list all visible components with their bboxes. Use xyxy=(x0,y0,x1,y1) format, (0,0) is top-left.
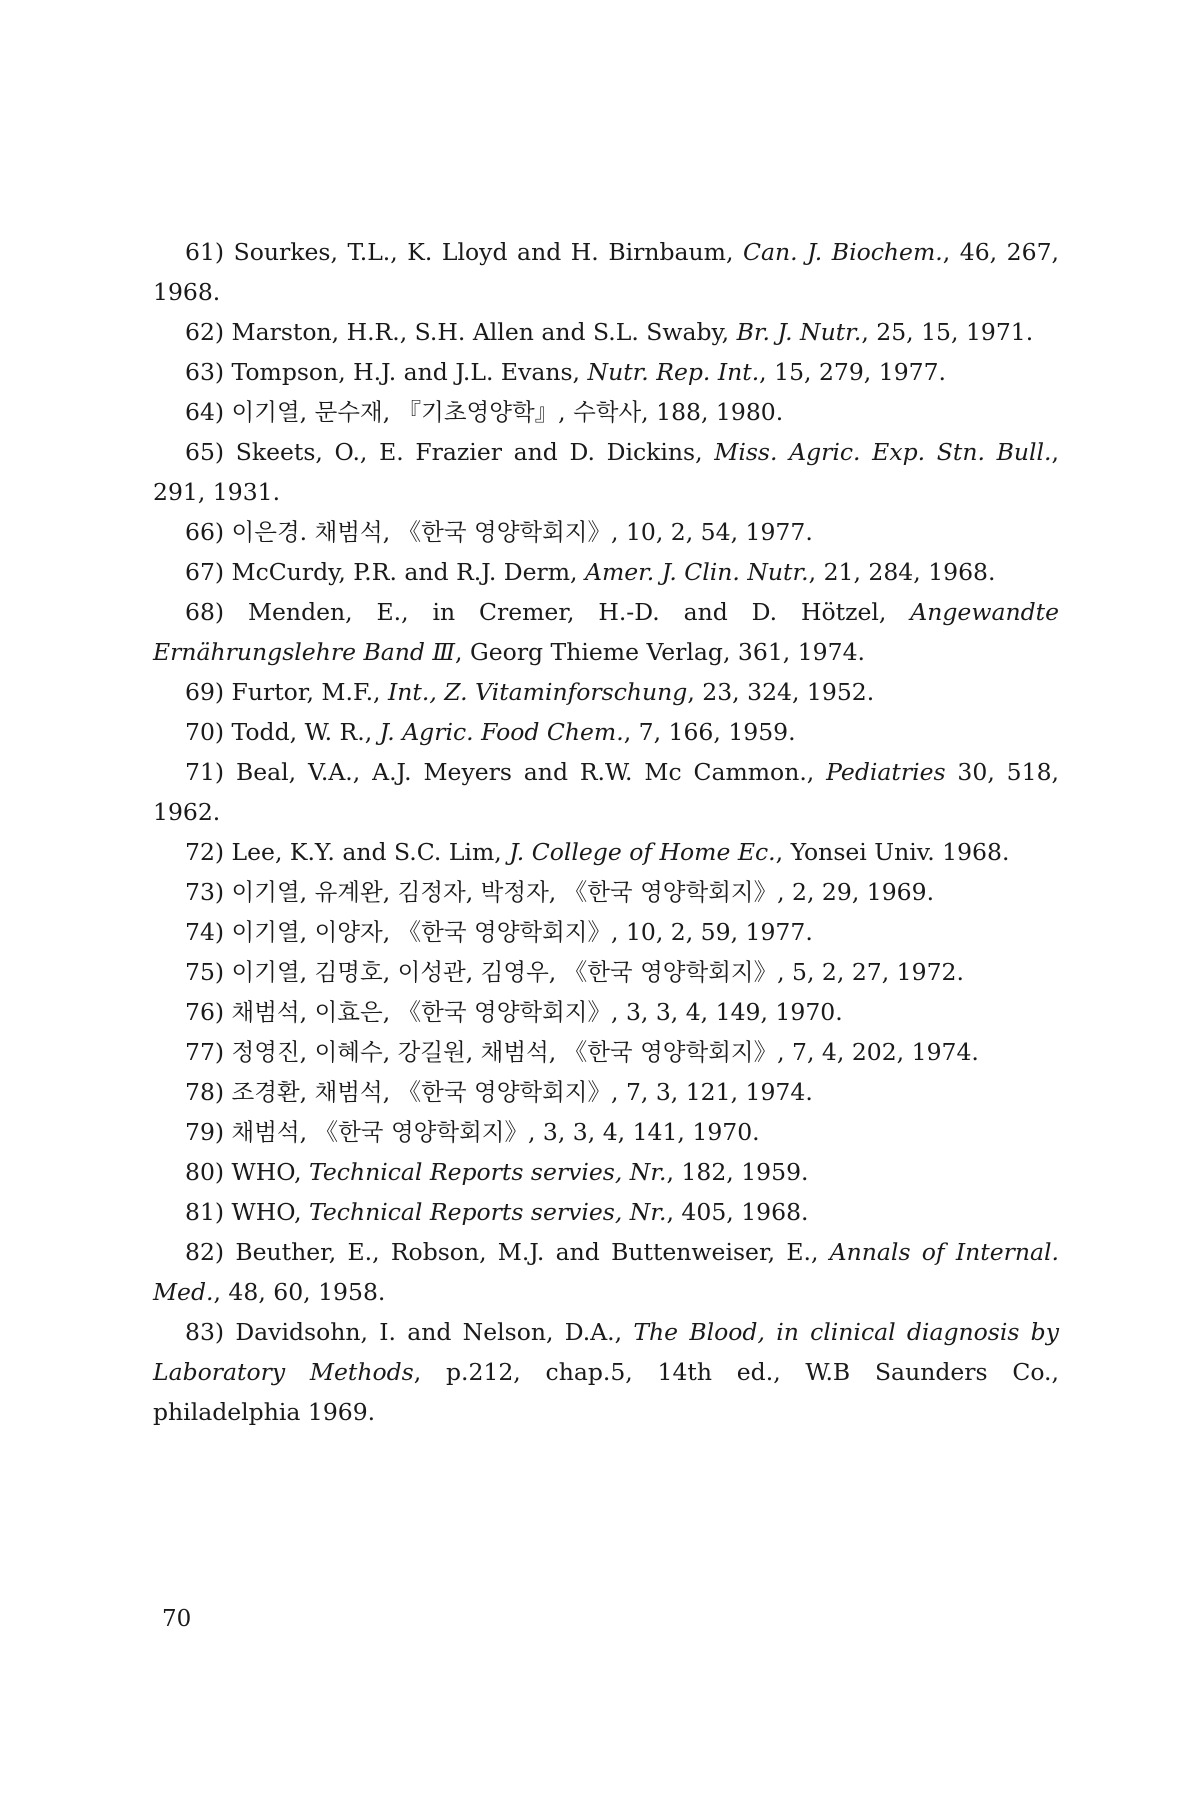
reference-details: , 23, 324, 1952. xyxy=(687,678,875,706)
reference-text: 조경환, 채범석, 《한국 영양학회지》, 7, 3, 121, 1974. xyxy=(224,1078,813,1106)
reference-details: 30, 518, 1962. xyxy=(153,758,1059,826)
reference-text: Tompson, H.J. and J.L. Evans, xyxy=(224,358,588,386)
reference-item xyxy=(153,992,1059,1032)
reference-number: 69) xyxy=(185,678,225,706)
reference-journal: Miss. Agric. Exp. Stn. Bull. xyxy=(714,438,1052,466)
reference-item xyxy=(153,1112,1059,1152)
reference-item xyxy=(153,752,1059,832)
reference-details: , 15, 279, 1977. xyxy=(759,358,947,386)
reference-item xyxy=(153,952,1059,992)
reference-number: 62) xyxy=(185,318,225,346)
reference-item xyxy=(153,512,1059,552)
reference-details: , 21, 284, 1968. xyxy=(808,558,996,586)
reference-text: 채범석, 이효은, 《한국 영양학회지》, 3, 3, 4, 149, 1970. xyxy=(224,998,843,1026)
reference-journal: Br. J. Nutr. xyxy=(736,318,862,346)
reference-item xyxy=(153,1192,1059,1232)
reference-journal: Amer. J. Clin. Nutr. xyxy=(584,558,809,586)
reference-number: 83) xyxy=(185,1318,225,1346)
reference-number: 79) xyxy=(185,1118,225,1146)
reference-journal: Angewandte Ernährungslehre Band Ⅲ xyxy=(153,598,1059,666)
reference-number: 71) xyxy=(185,758,225,786)
reference-text: 이기열, 이양자, 《한국 영양학회지》, 10, 2, 59, 1977. xyxy=(224,918,813,946)
reference-text: 이기열, 유계완, 김정자, 박정자, 《한국 영양학회지》, 2, 29, 1969. xyxy=(224,878,935,906)
reference-details: , Yonsei Univ. 1968. xyxy=(775,838,1010,866)
reference-details: , 182, 1959. xyxy=(666,1158,809,1186)
reference-details: , 7, 166, 1959. xyxy=(623,718,796,746)
reference-text: 정영진, 이혜수, 강길원, 채범석, 《한국 영양학회지》, 7, 4, 202, 1974. xyxy=(224,1038,979,1066)
reference-number: 82) xyxy=(185,1238,225,1266)
reference-item xyxy=(153,432,1059,512)
reference-number: 74) xyxy=(185,918,225,946)
reference-number: 61) xyxy=(185,238,225,266)
reference-item xyxy=(153,232,1059,312)
reference-number: 65) xyxy=(185,438,225,466)
reference-journal: Annals of Internal. Med. xyxy=(153,1238,1059,1306)
reference-text: Davidsohn, I. and Nelson, D.A., xyxy=(224,1318,634,1346)
reference-number: 77) xyxy=(185,1038,225,1066)
reference-journal: Int., Z. Vitaminforschung xyxy=(388,678,688,706)
reference-item xyxy=(153,872,1059,912)
reference-number: 68) xyxy=(185,598,225,626)
reference-number: 64) xyxy=(185,398,225,426)
reference-details: , 405, 1968. xyxy=(666,1198,809,1226)
page-number: 70 xyxy=(162,1606,192,1632)
reference-text: 이기열, 문수재, 『기초영양학』, 수학사, 188, 1980. xyxy=(224,398,784,426)
reference-number: 72) xyxy=(185,838,225,866)
reference-journal: Can. J. Biochem. xyxy=(743,238,943,266)
reference-text: 이기열, 김명호, 이성관, 김영우, 《한국 영양학회지》, 5, 2, 27, 1972. xyxy=(224,958,964,986)
reference-journal: The Blood, in clinical diagnosis by Laboratory Methods xyxy=(153,1318,1059,1386)
reference-text: Furtor, M.F., xyxy=(224,678,388,706)
reference-number: 80) xyxy=(185,1158,225,1186)
reference-details: , p.212, chap.5, 14th ed., W.B Saunders Co., philadelphia 1969. xyxy=(153,1358,1059,1426)
reference-item xyxy=(153,1312,1059,1432)
reference-details: , Georg Thieme Verlag, 361, 1974. xyxy=(455,638,865,666)
reference-text: Todd, W. R., xyxy=(224,718,380,746)
reference-list xyxy=(153,232,1059,1432)
reference-journal: Technical Reports servies, Nr. xyxy=(309,1158,667,1186)
reference-text: 채범석, 《한국 영양학회지》, 3, 3, 4, 141, 1970. xyxy=(224,1118,760,1146)
reference-details: , 25, 15, 1971. xyxy=(861,318,1034,346)
reference-details: , 291, 1931. xyxy=(153,438,1059,506)
reference-journal: J. Agric. Food Chem. xyxy=(379,718,624,746)
reference-number: 81) xyxy=(185,1198,225,1226)
reference-text: WHO, xyxy=(224,1198,310,1226)
reference-text: WHO, xyxy=(224,1158,310,1186)
reference-text: Sourkes, T.L., K. Lloyd and H. Birnbaum, xyxy=(224,238,744,266)
reference-journal: Technical Reports servies, Nr. xyxy=(309,1198,667,1226)
reference-number: 78) xyxy=(185,1078,225,1106)
reference-text: Skeets, O., E. Frazier and D. Dickins, xyxy=(224,438,715,466)
reference-text: Beal, V.A., A.J. Meyers and R.W. Mc Cammon., xyxy=(224,758,827,786)
reference-item xyxy=(153,832,1059,872)
reference-item xyxy=(153,912,1059,952)
reference-item xyxy=(153,592,1059,672)
reference-item xyxy=(153,1152,1059,1192)
reference-item xyxy=(153,352,1059,392)
reference-number: 73) xyxy=(185,878,225,906)
reference-number: 66) xyxy=(185,518,225,546)
reference-item xyxy=(153,1232,1059,1312)
reference-number: 76) xyxy=(185,998,225,1026)
reference-text: McCurdy, P.R. and R.J. Derm, xyxy=(224,558,585,586)
reference-text: Beuther, E., Robson, M.J. and Buttenweiser, E., xyxy=(224,1238,830,1266)
reference-details: , 46, 267, 1968. xyxy=(153,238,1060,306)
reference-item xyxy=(153,1072,1059,1112)
reference-text: Marston, H.R., S.H. Allen and S.L. Swaby, xyxy=(224,318,737,346)
reference-number: 75) xyxy=(185,958,225,986)
reference-item xyxy=(153,552,1059,592)
reference-item xyxy=(153,1032,1059,1072)
reference-item xyxy=(153,392,1059,432)
reference-journal: Pediatries xyxy=(826,758,946,786)
reference-number: 70) xyxy=(185,718,225,746)
reference-journal: Nutr. Rep. Int. xyxy=(587,358,760,386)
reference-item xyxy=(153,672,1059,712)
reference-item xyxy=(153,312,1059,352)
reference-text: 이은경. 채범석, 《한국 영양학회지》, 10, 2, 54, 1977. xyxy=(224,518,813,546)
reference-text: Lee, K.Y. and S.C. Lim, xyxy=(224,838,510,866)
reference-journal: J. College of Home Ec. xyxy=(509,838,776,866)
reference-item xyxy=(153,712,1059,752)
reference-number: 63) xyxy=(185,358,225,386)
reference-details: , 48, 60, 1958. xyxy=(213,1278,386,1306)
reference-number: 67) xyxy=(185,558,225,586)
reference-text: Menden, E., in Cremer, H.-D. and D. Hötzel, xyxy=(224,598,911,626)
